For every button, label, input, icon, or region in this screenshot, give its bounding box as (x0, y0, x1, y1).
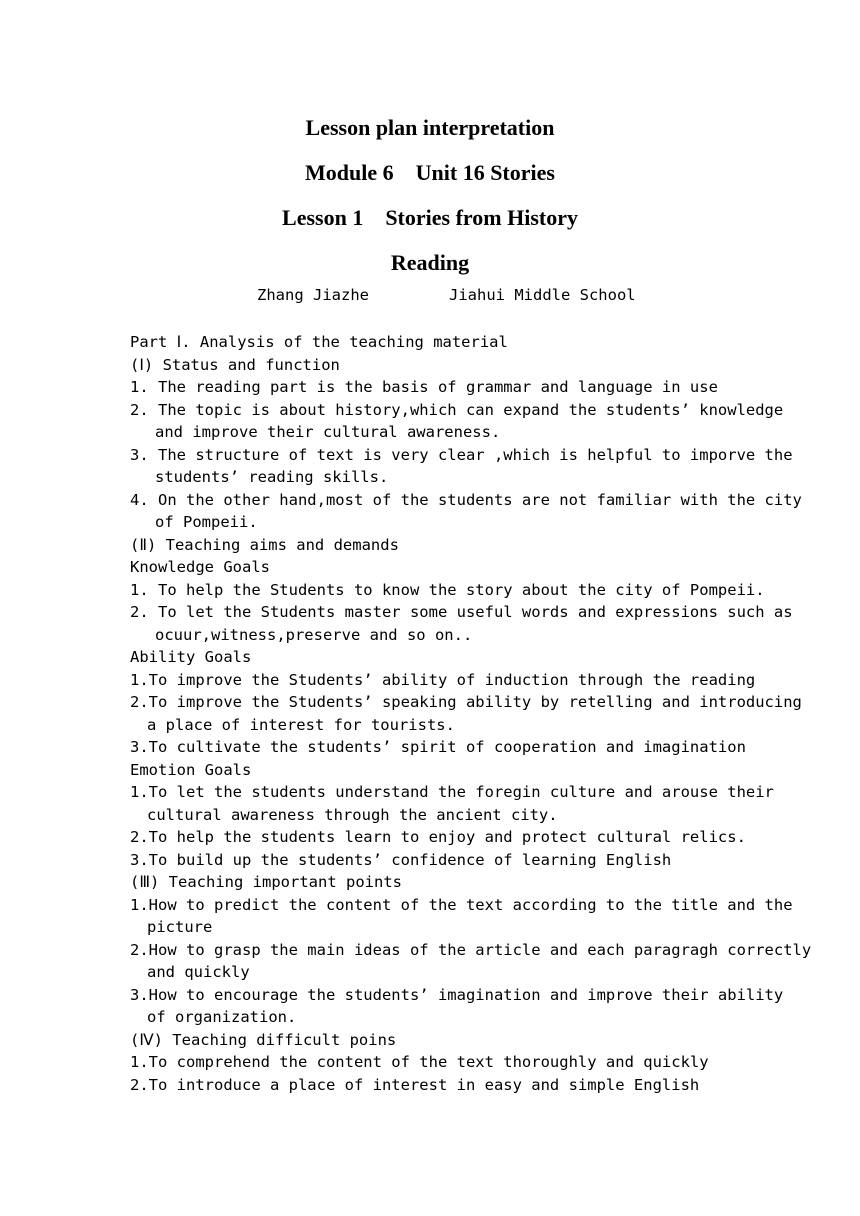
list-item: 3.To cultivate the students’ spirit of cooperation and imagination (130, 738, 746, 756)
school-name: Jiahui Middle School (449, 286, 636, 304)
list-item-continuation: and quickly (147, 963, 250, 981)
subsection-heading: (Ⅰ) Status and function (130, 355, 340, 374)
list-item-continuation: and improve their cultural awareness. (155, 423, 501, 441)
list-item: 3.How to encourage the students’ imagination and improve their ability (130, 985, 784, 1004)
goals-heading: Knowledge Goals (130, 558, 270, 576)
list-item: 1. To help the Students to know the story about the city of Pompeii. (130, 580, 765, 599)
list-item: 1.To let the students understand the foregin culture and arouse their (130, 783, 774, 801)
list-item-continuation: of Pompeii. (155, 513, 258, 531)
list-item: 2. To let the Students master some useful words and expressions such as (130, 603, 793, 621)
part-heading: Part Ⅰ. Analysis of the teaching material (130, 333, 508, 351)
subsection-heading: (Ⅲ) Teaching important points (130, 873, 402, 891)
list-item: 3. The structure of text is very clear ,which is helpful to imporve the (130, 445, 793, 464)
list-item: 2. The topic is about history,which can expand the students’ knowledge (130, 400, 784, 419)
list-item: 1.To improve the Students’ ability of induction through the reading (130, 670, 756, 689)
list-item-continuation: a place of interest for tourists. (147, 715, 455, 734)
list-item: 1.To comprehend the content of the text thoroughly and quickly (130, 1053, 709, 1071)
author-line (0, 286, 860, 308)
list-item: 1.How to predict the content of the text according to the title and the (130, 895, 793, 914)
goals-heading: Emotion Goals (130, 760, 252, 779)
list-item: 4. On the other hand,most of the students are not familiar with the city (130, 490, 802, 509)
lesson-heading: Lesson 1 Stories from History (282, 205, 578, 230)
list-item-continuation: cultural awareness through the ancient city. (147, 805, 558, 824)
list-item: 2.How to grasp the main ideas of the article and each paragragh correctly (130, 940, 812, 959)
list-item-continuation: ocuur,witness,preserve and so on.. (155, 625, 473, 644)
list-item: 2.To introduce a place of interest in easy and simple English (130, 1075, 700, 1094)
goals-heading: Ability Goals (130, 648, 252, 666)
list-item: 2.To help the students learn to enjoy and protect cultural relics. (130, 828, 746, 846)
list-item: 1. The reading part is the basis of grammar and language in use (130, 378, 718, 396)
list-item-continuation: picture (147, 918, 213, 936)
subsection-heading: (Ⅱ) Teaching aims and demands (130, 535, 399, 554)
document-title: Lesson plan interpretation (305, 115, 555, 140)
list-item-continuation: students’ reading skills. (155, 468, 389, 486)
author-name: Zhang Jiazhe (257, 286, 369, 304)
list-item: 3.To build up the students’ confidence of learning English (130, 850, 672, 869)
document-body (130, 331, 812, 1096)
module-heading: Module 6 Unit 16 Stories (305, 160, 555, 185)
subsection-heading: (Ⅳ) Teaching difficult poins (130, 1030, 397, 1049)
section-heading: Reading (390, 250, 470, 275)
list-item: 2.To improve the Students’ speaking ability by retelling and introducing (130, 693, 802, 711)
list-item-continuation: of organization. (147, 1008, 297, 1026)
